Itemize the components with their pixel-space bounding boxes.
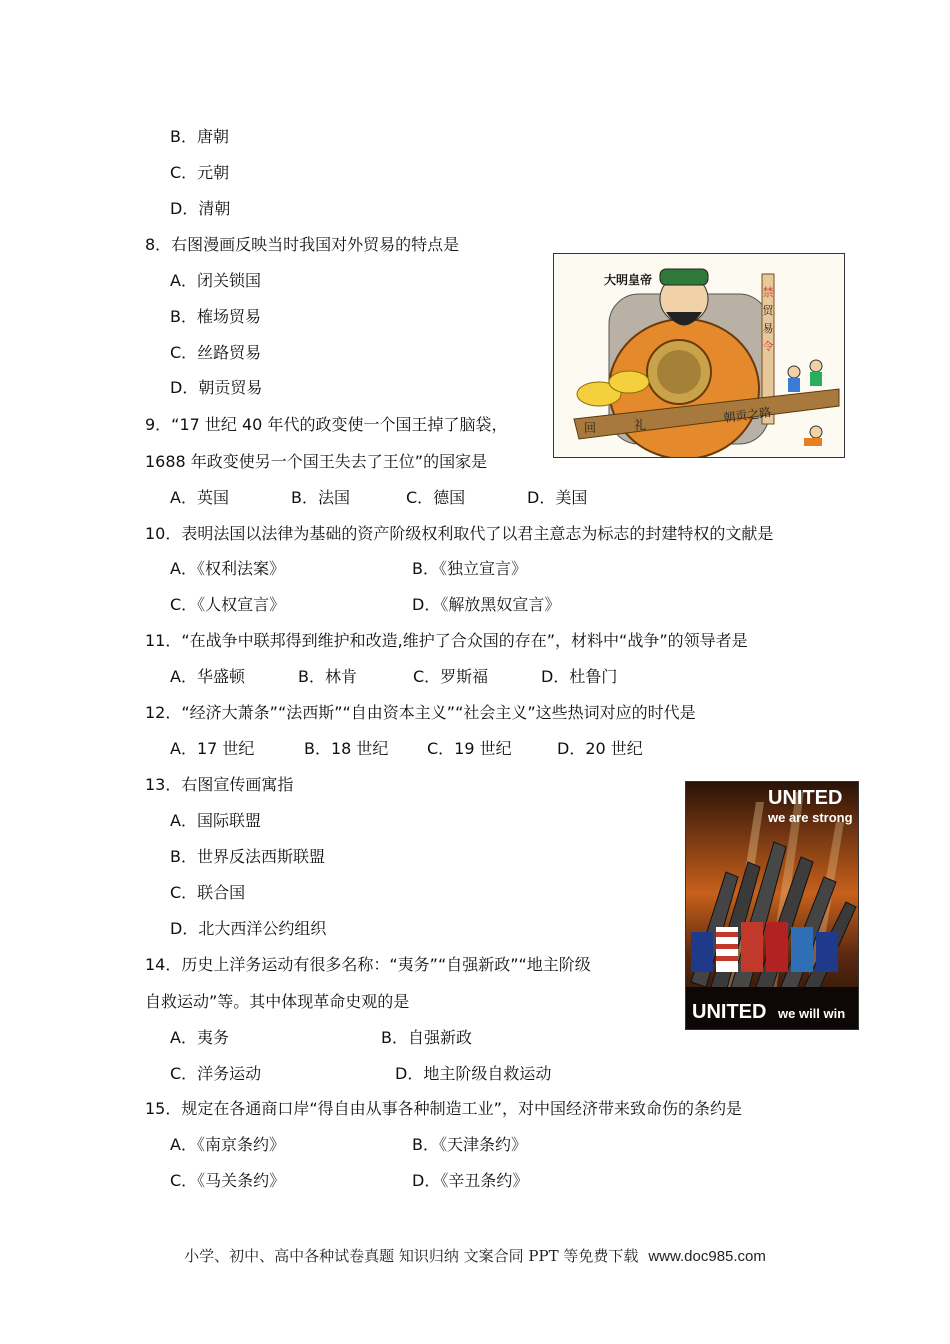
q11-option-b: B．林肯 xyxy=(298,667,357,686)
q10-option-c: C．《人权宣言》 xyxy=(170,595,286,614)
q11-option-c: C．罗斯福 xyxy=(413,667,489,686)
q9-option-d: D．美国 xyxy=(527,488,588,507)
q11-stem: 11．“在战争中联邦得到维护和改造,维护了合众国的存在”，材料中“战争”的领导者是 xyxy=(145,631,748,650)
page-footer xyxy=(0,1245,950,1266)
q8-stem: 8．右图漫画反映当时我国对外贸易的特点是 xyxy=(145,235,460,254)
q10-option-d: D．《解放黑奴宣言》 xyxy=(412,595,561,614)
q13-option-a: A．国际联盟 xyxy=(170,811,261,830)
q13-option-c: C．联合国 xyxy=(170,883,246,902)
q9-option-a: A．英国 xyxy=(170,488,229,507)
q15-option-c: C．《马关条约》 xyxy=(170,1171,286,1190)
q12-stem: 12．“经济大萧条”“法西斯”“自由资本主义”“社会主义”这些热词对应的时代是 xyxy=(145,703,696,722)
cartoon-illustration xyxy=(554,254,844,457)
poster-top-subtitle: we are strong xyxy=(768,810,853,825)
q9-option-c: C．德国 xyxy=(406,488,466,507)
q13-option-b: B．世界反法西斯联盟 xyxy=(170,847,325,866)
ming-emperor-cartoon xyxy=(553,253,845,458)
poster-bottom-title: UNITED xyxy=(692,1001,767,1023)
cartoon-gift-label-2: 礼 xyxy=(634,418,647,432)
q8-option-c: C．丝路贸易 xyxy=(170,343,262,362)
footer-url-link[interactable]: www.doc985.com xyxy=(648,1248,766,1265)
q14-stem-line-1: 14．历史上洋务运动有很多名称：“夷务”“自强新政”“地主阶级 xyxy=(145,955,591,974)
q10-option-b: B．《独立宣言》 xyxy=(412,559,527,578)
footer-text: 小学、初中、高中各种试卷真题 知识归纳 文案合同 PPT 等免费下载 xyxy=(184,1247,639,1265)
q12-option-c: C．19 世纪 xyxy=(427,739,512,758)
poster-top-title: UNITED xyxy=(768,787,843,809)
q12-option-a: A．17 世纪 xyxy=(170,739,255,758)
cartoon-plank-text: 朝贡之路 xyxy=(722,405,773,425)
cartoon-caption: 大明皇帝 xyxy=(604,273,653,287)
poster-illustration xyxy=(686,782,858,1029)
q12-option-b: B．18 世纪 xyxy=(304,739,389,758)
q15-option-b: B．《天津条约》 xyxy=(412,1135,527,1154)
q14-option-a: A．夷务 xyxy=(170,1028,229,1047)
q13-stem: 13．右图宣传画寓指 xyxy=(145,775,294,794)
q7-option-b: B．唐朝 xyxy=(170,127,229,146)
cartoon-sign-char-1: 禁 xyxy=(762,286,774,299)
q11-option-a: A．华盛顿 xyxy=(170,667,245,686)
q14-stem-line-2: 自救运动”等。其中体现革命史观的是 xyxy=(145,992,410,1011)
q11-option-d: D．杜鲁门 xyxy=(541,667,618,686)
q14-option-b: B．自强新政 xyxy=(381,1028,472,1047)
q7-option-c: C．元朝 xyxy=(170,163,230,182)
q8-option-a: A．闭关锁国 xyxy=(170,271,261,290)
q15-option-a: A．《南京条约》 xyxy=(170,1135,285,1154)
q14-option-c: C．洋务运动 xyxy=(170,1064,262,1083)
q12-option-d: D．20 世纪 xyxy=(557,739,643,758)
cartoon-gift-label-1: 回 xyxy=(584,421,597,435)
q9-stem-line-1: 9．“17 世纪 40 年代的政变使一个国王掉了脑袋， xyxy=(145,415,508,434)
q13-option-d: D．北大西洋公约组织 xyxy=(170,919,327,938)
united-poster xyxy=(685,781,859,1030)
q15-stem: 15．规定在各通商口岸“得自由从事各种制造工业”，对中国经济带来致命伤的条约是 xyxy=(145,1099,742,1118)
q8-option-d: D．朝贡贸易 xyxy=(170,378,263,397)
q15-option-d: D．《辛丑条约》 xyxy=(412,1171,529,1190)
q10-stem: 10．表明法国以法律为基础的资产阶级权利取代了以君主意志为标志的封建特权的文献是 xyxy=(145,524,774,543)
q9-stem-line-2: 1688 年政变使另一个国王失去了王位”的国家是 xyxy=(145,452,488,471)
q14-option-d: D．地主阶级自救运动 xyxy=(395,1064,552,1083)
poster-bottom-subtitle: we will win xyxy=(778,1006,846,1021)
cartoon-sign-char-3: 易 xyxy=(762,322,774,335)
cartoon-sign-char-4: 令 xyxy=(762,340,774,353)
q8-option-b: B．榷场贸易 xyxy=(170,307,261,326)
q10-option-a: A．《权利法案》 xyxy=(170,559,285,578)
q9-option-b: B．法国 xyxy=(291,488,350,507)
q7-option-d: D．清朝 xyxy=(170,199,231,218)
cartoon-sign-char-2: 贸 xyxy=(762,304,774,317)
